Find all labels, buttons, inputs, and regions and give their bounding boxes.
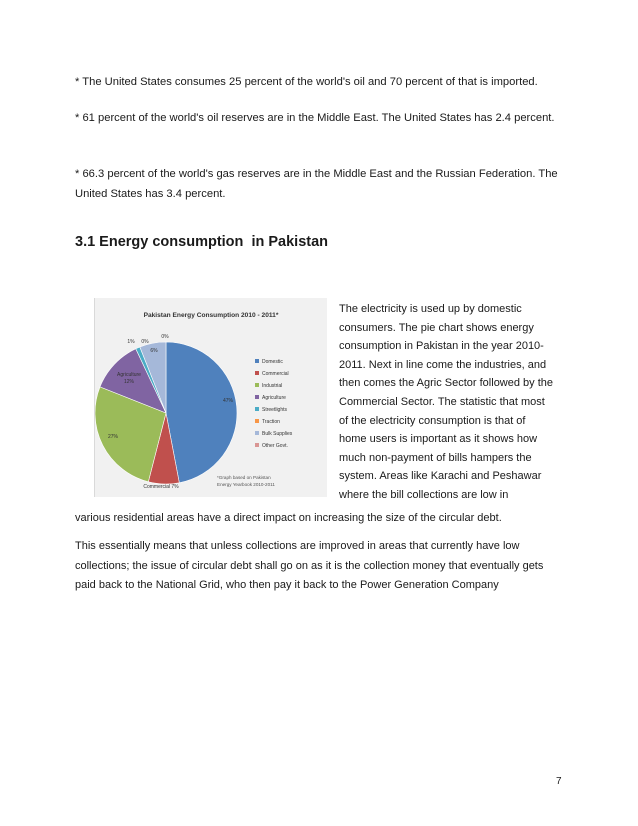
- legend-swatch: [255, 431, 259, 435]
- legend-swatch: [255, 395, 259, 399]
- legend-swatch: [255, 407, 259, 411]
- legend-swatch: [255, 359, 259, 363]
- continuation-text: various residential areas have a direct impact on increasing the size of the circular debt.: [75, 512, 502, 524]
- legend-label: Commercial: [262, 371, 289, 377]
- pie-data-label: Commercial 7%: [143, 484, 179, 490]
- legend-label: Traction: [262, 419, 280, 425]
- description-line: The electricity is used up by domestic: [339, 303, 522, 315]
- legend-swatch: [255, 443, 259, 447]
- chart-footnote-line-1: *Graph based on Pakistan: [217, 475, 271, 480]
- pie-slice-domestic: [166, 342, 237, 483]
- description-line: system. Areas like Karachi and Peshawar: [339, 470, 542, 483]
- legend-label: Streetlights: [262, 407, 288, 413]
- bullet-gas-reserves: * 66.3 percent of the world's gas reserves are in the Middle East and the Russian Federation. The United States has 3.4 percent.: [75, 168, 558, 200]
- description-line: 2011. Next in line come the industries, and: [339, 358, 547, 371]
- pie-data-label: 12%: [123, 379, 135, 385]
- pie-data-label: 6%: [150, 348, 158, 354]
- description-line: then comes the Agric Sector followed by the: [339, 377, 554, 390]
- pie-data-label: 1%: [127, 339, 135, 345]
- description-line: where the bill collections are low in: [339, 488, 509, 501]
- energy-pie-chart: [94, 298, 327, 497]
- legend-swatch: [255, 371, 259, 375]
- pie-data-label: 27%: [107, 434, 119, 440]
- description-line: Commercial Sector. The statistic that most: [339, 395, 545, 408]
- legend-label: Other Govt.: [262, 443, 288, 449]
- chart-description: [339, 300, 584, 505]
- legend-swatch: [255, 419, 259, 423]
- pie-data-label: 0%: [141, 339, 149, 345]
- description-line: of the electricity consumption is that of: [339, 414, 526, 427]
- description-line: consumption in Pakistan in the year 2010-: [339, 340, 544, 353]
- description-line: consumers. The pie chart shows energy: [339, 321, 534, 334]
- pie-chart-svg: [95, 298, 327, 497]
- chart-footnote-line-2: Energy Yearbook 2010-2011: [217, 482, 275, 487]
- bullet-oil-reserves: * 61 percent of the world's oil reserves are in the Middle East. The United States has 2.4 percent.: [75, 112, 555, 124]
- chart-title: Pakistan Energy Consumption 2010 - 2011*: [143, 312, 279, 319]
- page-number: 7: [556, 776, 562, 787]
- description-line: home users is important as it shows how: [339, 433, 538, 446]
- description-line: much non-payment of bills hampers the: [339, 451, 532, 464]
- legend-label: Agriculture: [262, 395, 286, 401]
- pie-data-label: 0%: [161, 334, 169, 340]
- section-heading: 3.1 Energy consumption in Pakistan: [75, 234, 329, 250]
- bullet-oil-consumption: * The United States consumes 25 percent of the world's oil and 70 percent of that is imported.: [75, 76, 538, 88]
- legend-label: Domestic: [262, 359, 283, 365]
- circular-debt-paragraph: This essentially means that unless collections are improved in areas that currently have low collections; the issue of circular debt shall go on as it is the collection money that eventually gets paid back to the National Grid, who then pay it back to the Power Generation Company: [75, 540, 544, 592]
- pie-data-label: 47%: [222, 398, 234, 404]
- legend-label: Bulk Supplies: [262, 431, 293, 437]
- legend-swatch: [255, 383, 259, 387]
- legend-label: Industrial: [262, 383, 283, 389]
- pie-data-label: Agriculture: [117, 372, 141, 378]
